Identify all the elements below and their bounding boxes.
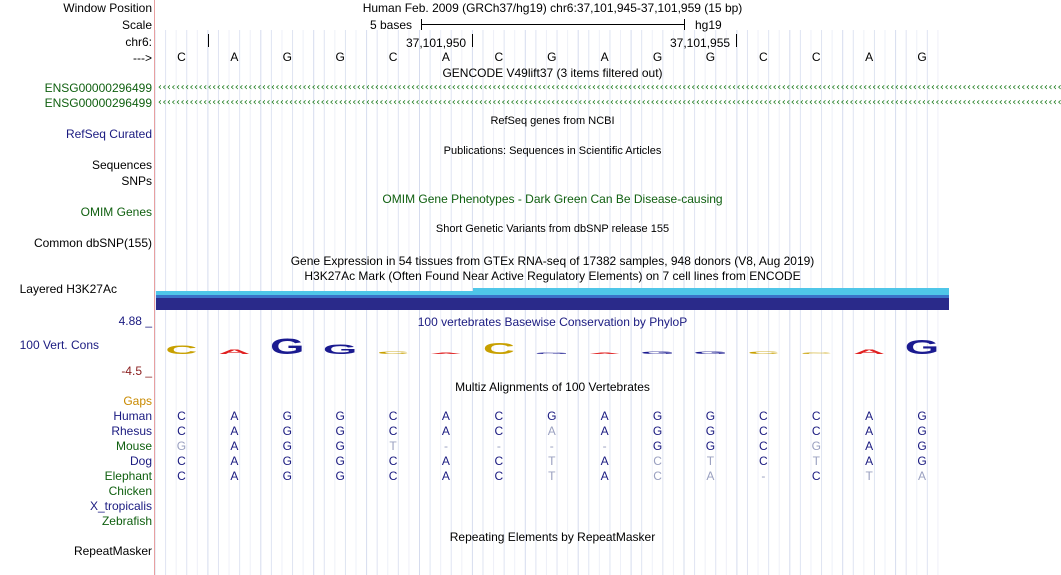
scale-text: 5 bases (370, 18, 413, 32)
window-position-text: Human Feb. 2009 (GRCh37/hg19) chr6:37,101,945-37,101,959 (15 bp) (362, 1, 743, 15)
species-xtropicalis: X_tropicalis (89, 499, 152, 513)
alignment-base: G (335, 454, 345, 468)
alignment-base: C (388, 469, 398, 483)
alignment-base: C (177, 454, 186, 468)
species-elephant: Elephant (104, 469, 152, 483)
publications-track-title: Publications: Sequences in Scientific Articles (443, 145, 662, 157)
alignment-base: C (177, 424, 186, 438)
logo-letter: G (904, 336, 940, 359)
alignment-base: A (230, 454, 239, 468)
base: G (282, 50, 292, 64)
alignment-base: G (282, 469, 292, 483)
base: C (494, 50, 504, 64)
logo-letter: G (534, 352, 569, 355)
alignment-base: T (706, 454, 715, 468)
logo-letter: C (377, 350, 409, 355)
alignment-base: G (335, 439, 345, 453)
alignment-base: T (548, 454, 556, 468)
alignment-base: C (177, 409, 186, 423)
alignment-base: G (917, 409, 927, 423)
base: G (547, 50, 557, 64)
logo-letter: C (482, 339, 515, 358)
h3k27ac-track-label[interactable]: Layered H3K27Ac (19, 282, 117, 296)
base: C (759, 50, 768, 64)
base: C (811, 50, 821, 64)
alignment-base: C (759, 439, 768, 453)
base: A (230, 50, 239, 64)
strand-arrows: ‹‹‹‹‹‹‹‹‹‹‹‹‹‹‹‹‹‹‹‹‹‹‹‹‹‹‹‹‹‹‹‹‹‹‹‹‹‹‹‹‹‹‹‹‹‹‹‹‹‹‹‹‹‹‹‹‹‹‹‹‹‹‹‹‹‹‹‹‹‹‹‹‹‹‹‹‹‹‹‹‹‹‹‹‹‹‹‹‹‹‹‹‹‹‹‹‹‹‹‹‹‹‹‹‹‹‹‹‹‹‹‹‹‹‹‹‹‹‹‹‹‹‹‹‹‹‹‹‹‹‹‹‹‹‹‹‹‹‹‹‹‹‹‹‹‹‹‹‹‹‹‹‹‹‹‹‹‹‹‹‹‹‹‹‹‹‹‹‹‹‹‹‹‹‹‹‹‹‹‹‹‹‹‹‹‹‹‹‹‹‹‹‹‹‹‹‹‹‹‹ (157, 97, 1061, 108)
alignment-base: A (547, 424, 556, 438)
alignment-base: C (759, 409, 768, 423)
species-mouse: Mouse (115, 439, 152, 453)
logo-letter: G (693, 350, 728, 355)
alignment-base: A (441, 454, 450, 468)
species-zebrafish: Zebrafish (101, 514, 152, 528)
alignment-base: C (388, 454, 398, 468)
alignment-base: - (602, 439, 607, 453)
alignment-base: A (918, 469, 927, 483)
alignment-base: A (230, 424, 239, 438)
alignment-base: G (335, 409, 345, 423)
base: A (600, 50, 609, 64)
alignment-base: G (176, 439, 187, 453)
alignment-base: C (653, 469, 662, 483)
window-position-label: Window Position (63, 1, 152, 15)
alignment-base: A (865, 454, 874, 468)
alignment-base: C (811, 424, 821, 438)
repeatmasker-track-title: Repeating Elements by RepeatMasker (449, 530, 656, 544)
alignment-base: A (441, 424, 450, 438)
alignment-base: C (494, 454, 504, 468)
gaps-label: Gaps (123, 394, 152, 408)
strand-arrows: ‹‹‹‹‹‹‹‹‹‹‹‹‹‹‹‹‹‹‹‹‹‹‹‹‹‹‹‹‹‹‹‹‹‹‹‹‹‹‹‹‹‹‹‹‹‹‹‹‹‹‹‹‹‹‹‹‹‹‹‹‹‹‹‹‹‹‹‹‹‹‹‹‹‹‹‹‹‹‹‹‹‹‹‹‹‹‹‹‹‹‹‹‹‹‹‹‹‹‹‹‹‹‹‹‹‹‹‹‹‹‹‹‹‹‹‹‹‹‹‹‹‹‹‹‹‹‹‹‹‹‹‹‹‹‹‹‹‹‹‹‹‹‹‹‹‹‹‹‹‹‹‹‹‹‹‹‹‹‹‹‹‹‹‹‹‹‹‹‹‹‹‹‹‹‹‹‹‹‹‹‹‹‹‹‹‹‹‹‹‹‹‹‹‹‹‹‹‹‹‹ (157, 82, 1061, 93)
species-rhesus: Rhesus (111, 424, 152, 438)
alignment-base: C (759, 424, 768, 438)
logo-letter: A (218, 348, 251, 356)
multiz-track-title: Multiz Alignments of 100 Vertebrates (455, 380, 650, 394)
alignment-base: C (388, 424, 398, 438)
alignment-base: G (705, 424, 716, 438)
alignment-base: C (494, 409, 504, 423)
ruler-tick-1 (208, 34, 209, 47)
logo-letter: C (165, 343, 198, 357)
ruler-coord-right: 37,101,955 (670, 36, 731, 50)
cons-max-label: 4.88 _ (118, 314, 152, 328)
alignment-base: G (652, 424, 663, 438)
base: A (441, 50, 450, 64)
logo-letter: C (800, 352, 833, 355)
base: C (177, 50, 186, 64)
logo-letter: G (270, 335, 305, 360)
alignment-base: T (812, 454, 820, 468)
alignment-base: G (917, 439, 927, 453)
ruler-tick-2 (472, 34, 473, 47)
alignment-base: G (282, 439, 292, 453)
alignment-base: G (811, 439, 821, 453)
alignment-base: G (335, 424, 345, 438)
snps-track-label[interactable]: SNPs (121, 174, 152, 188)
alignment-base: A (600, 409, 609, 423)
alignment-base: C (494, 469, 504, 483)
base: G (652, 50, 663, 64)
gencode-item-label-1[interactable]: ENSG00000296499 (44, 81, 152, 95)
logo-letter: G (323, 341, 358, 358)
alignment-base: C (388, 409, 398, 423)
alignment-base: C (759, 454, 768, 468)
base: G (917, 50, 927, 64)
logo-letter: G (640, 350, 675, 355)
species-human: Human (113, 409, 152, 423)
h3k27ac-signal-low[interactable] (156, 298, 949, 310)
logo-letter: C (747, 350, 780, 355)
alignment-base: G (705, 409, 716, 423)
gencode-transcript-1[interactable] (157, 82, 1061, 93)
alignment-base: A (706, 469, 715, 483)
scale-bar-left-tick (421, 19, 422, 30)
alignment-base: G (282, 454, 292, 468)
alignment-base: A (230, 439, 239, 453)
alignment-base: C (811, 469, 821, 483)
dbsnp-track-title: Short Genetic Variants from dbSNP release 155 (435, 223, 670, 235)
alignment-base: C (653, 454, 662, 468)
ruler-coord-left: 37,101,950 (406, 36, 467, 50)
label-divider (154, 0, 155, 575)
alignment-base: - (761, 469, 766, 483)
refseq-track-label[interactable]: RefSeq Curated (65, 127, 152, 141)
alignment-base: A (441, 469, 450, 483)
base: G (335, 50, 345, 64)
chrom-label: chr6: (125, 35, 152, 49)
alignment-base: A (600, 424, 609, 438)
base: C (388, 50, 398, 64)
species-chicken: Chicken (108, 484, 152, 498)
alignment-base: A (230, 469, 239, 483)
alignment-base: A (865, 424, 874, 438)
alignment-base: T (548, 469, 556, 483)
gtex-track-title: Gene Expression in 54 tissues from GTEx RNA-seq of 17382 samples, 948 donors (V8, Aug 2019) (290, 254, 815, 268)
gencode-transcript-2[interactable] (157, 97, 1061, 108)
alignment-base: A (865, 409, 874, 423)
alignment-base: G (282, 424, 292, 438)
omim-track-title: OMIM Gene Phenotypes - Dark Green Can Be Disease-causing (382, 192, 723, 206)
alignment-base: A (600, 454, 609, 468)
alignment-base: G (917, 454, 927, 468)
omim-track-label[interactable]: OMIM Genes (80, 205, 152, 219)
sequences-track-label[interactable]: Sequences (91, 158, 152, 172)
logo-letter: A (588, 352, 621, 355)
scale-label: Scale (121, 18, 152, 32)
ruler-tick-3 (736, 34, 737, 47)
h3k27ac-track-title: H3K27Ac Mark (Often Found Near Active Regulatory Elements) on 7 cell lines from ENCODE (304, 269, 801, 283)
conservation-logo[interactable] (0, 330, 950, 370)
logo-letter: A (853, 348, 886, 356)
alignment-base: A (865, 439, 874, 453)
repeatmasker-track-label[interactable]: RepeatMasker (73, 544, 152, 558)
gencode-item-label-2[interactable]: ENSG00000296499 (44, 96, 152, 110)
alignment-base: T (865, 469, 873, 483)
alignment-base: T (389, 439, 397, 453)
alignment-base: A (441, 409, 450, 423)
refseq-track-title: RefSeq genes from NCBI (490, 115, 615, 127)
gencode-track-title: GENCODE V49lift37 (3 items filtered out) (442, 66, 663, 80)
strand-label[interactable]: ---> (133, 51, 152, 65)
alignment-base: A (600, 469, 609, 483)
scale-bar-right-tick (684, 19, 685, 30)
alignment-base: C (494, 424, 504, 438)
h3k27ac-signal-right-top[interactable] (473, 288, 949, 295)
alignment-base: - (496, 439, 501, 453)
scale-bar (421, 24, 684, 25)
assembly-text: hg19 (695, 18, 722, 32)
base: A (865, 50, 874, 64)
dbsnp-track-label[interactable]: Common dbSNP(155) (33, 236, 152, 250)
logo-letter: A (430, 352, 462, 355)
phylop-track-title: 100 vertebrates Basewise Conservation by PhyloP (417, 315, 688, 329)
alignment-base: A (230, 409, 239, 423)
alignment-base: G (917, 424, 927, 438)
alignment-base: G (652, 439, 663, 453)
cons-min-label: -4.5 _ (121, 364, 152, 378)
alignment-base: G (335, 469, 345, 483)
alignment-base: G (282, 409, 292, 423)
species-dog: Dog (129, 454, 152, 468)
alignment-base: - (443, 439, 448, 453)
alignment-base: G (705, 439, 716, 453)
alignment-base: G (652, 409, 663, 423)
base: G (705, 50, 716, 64)
cons-track-label[interactable]: 100 Vert. Cons (19, 338, 99, 352)
alignment-base: C (811, 409, 821, 423)
alignment-base: G (547, 409, 557, 423)
alignment-base: - (549, 439, 554, 453)
alignment-base: C (177, 469, 186, 483)
